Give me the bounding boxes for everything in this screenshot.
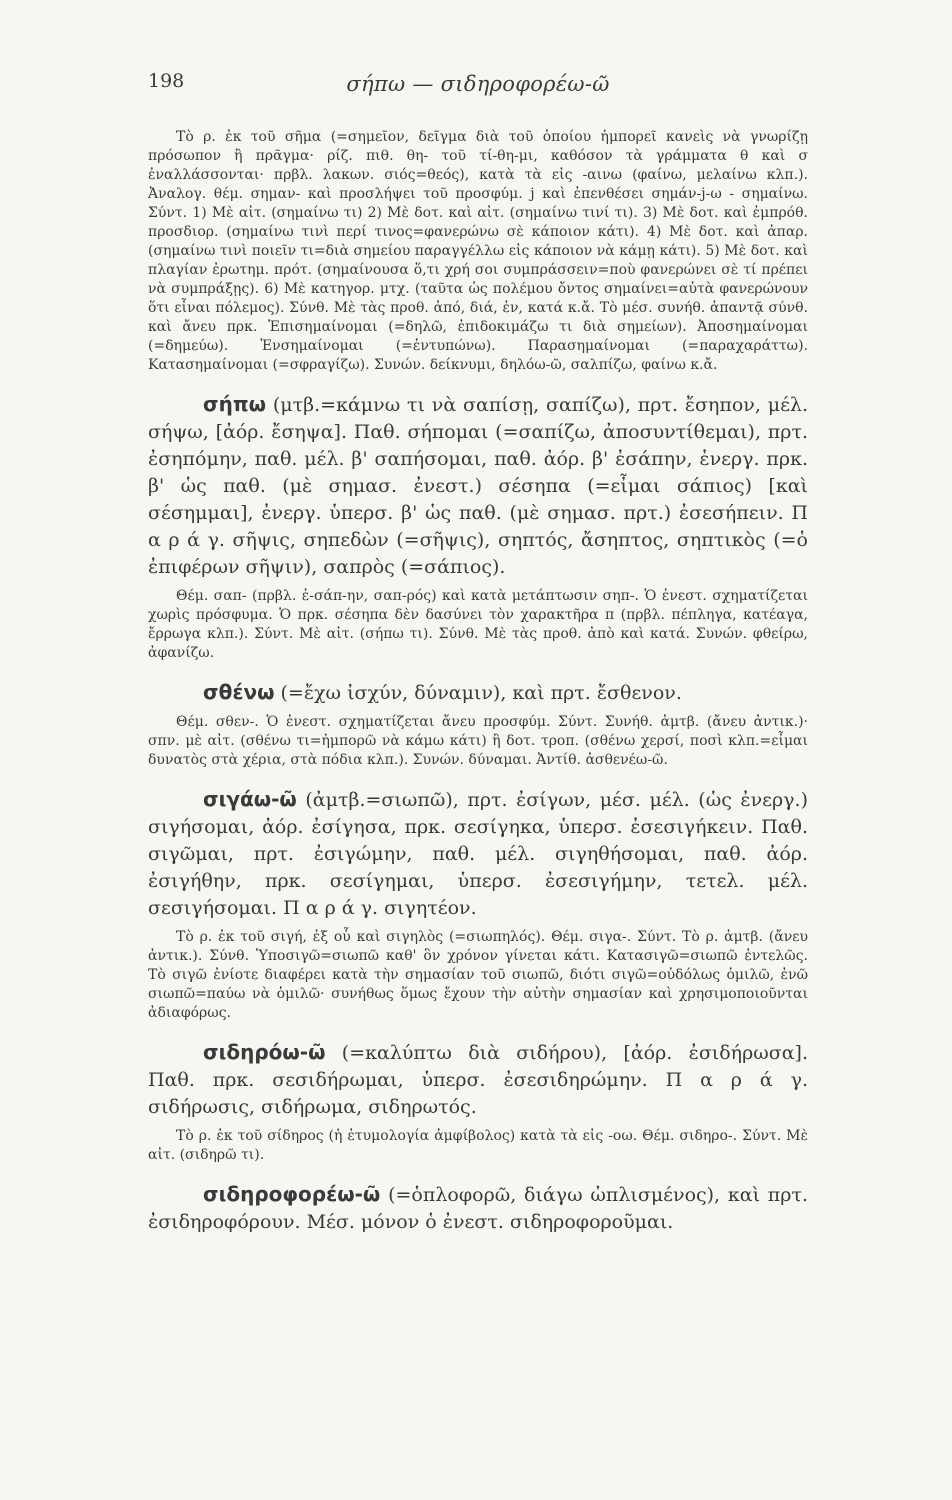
headword: σιδηρόω-ῶ <box>203 1040 326 1064</box>
entry-note: Τὸ ρ. ἐκ τοῦ σίδηρος (ἡ ἐτυμολογία ἀμφίβολος) κατὰ τὰ εἰς -οω. Θέμ. σιδηρο-. Σύντ. Μὲ αἰτ. (σιδηρῶ τι). <box>148 1128 808 1163</box>
entry-sidiroo <box>148 1039 808 1165</box>
headword: σήπω <box>203 392 267 416</box>
entry-sipo <box>148 391 808 663</box>
entry-line <box>148 1181 808 1236</box>
entry-sidiroforeo <box>148 1181 808 1236</box>
intro-paragraph: Τὸ ρ. ἐκ τοῦ σῆμα (=σημεῖον, δεῖγμα διὰ τοῦ ὁποίου ἠμπορεῖ κανεὶς νὰ γνωρίζῃ πρόσωπον ἢ πρᾶγμα· ρίζ. πιθ. θη- τοῦ τί-θη-μι, καθόσον τὰ γράμματα θ καὶ σ ἐναλλάσσονται· πρβλ. λακων. σιός=θεός), κατὰ τὰ εἰς -αινω (φαίνω, μελαίνω κλπ.). Ἀναλογ. θέμ. σημαν- καὶ προσλήψει τοῦ προσφύμ. j καὶ ἐπενθέσει σημάν-j-ω - σημαίνω. Σύντ. 1) Μὲ αἰτ. (σημαίνω τι) 2) Μὲ δοτ. καὶ αἰτ. (σημαίνω τινί τι). 3) Μὲ δοτ. καὶ ἐμπρόθ. προσδιορ. (σημαίνω τινὶ περί τινος=φανερώνω σὲ κάποιον κάτι). 4) Μὲ δοτ. καὶ ἀπαρ. (σημαίνω τινὶ ποιεῖν τι=διὰ σημείου παραγγέλλω εἰς κάποιον νὰ κάμῃ κάτι). 5) Μὲ δοτ. καὶ πλαγίαν ἐρωτημ. πρότ. (σημαίνουσα ὅ,τι χρή σοι συμπράσσειν=ποὺ φανερώνει σὲ τί πρέπει νὰ συμπράξῃς). 6) Μὲ κατηγορ. μτχ. (ταῦτα ὡς πολέμου ὄντος σημαίνει=αὐτὰ φανερώνουν ὅτι εἶναι πόλεμος). Σύνθ. Μὲ τὰς προθ. ἀπό, διά, ἐν, κατά κ.ἄ. Τὸ μέσ. συνήθ. ἁπαντᾷ σύνθ. καὶ ἄνευ πρκ. Ἐπισημαίνομαι (=δηλῶ, ἐπιδοκιμάζω τι διὰ σημείων). Ἀποσημαίνομαι (=δημεύω). Ἐνσημαίνομαι (=ἐντυπώνω). Παρασημαίνομαι (=παραχαράττω). Κατασημαίνομαι (=σφραγίζω). Συνών. δείκνυμι, δηλόω-ῶ, σαλπίζω, φαίνω κ.ἄ. <box>148 129 808 373</box>
page-number: 198 <box>148 70 185 92</box>
entry-definition: (=ὁπλοφορῶ, διάγω ὡπλισμένος), καὶ πρτ. ἐσιδηροφόρουν. Μέσ. μόνον ὁ ἐνεστ. σιδηροφοροῦμαι. <box>148 1184 808 1233</box>
headword: σιδηροφορέω-ῶ <box>203 1182 381 1206</box>
entry-note: Θέμ. σαπ- (πρβλ. ἐ-σάπ-ην, σαπ-ρός) καὶ κατὰ μετάπτωσιν σηπ-. Ὁ ἐνεστ. σχηματίζεται χωρὶς πρόσφυμα. Ὁ πρκ. σέσηπα δὲν δασύνει τὸν χαρακτῆρα π (πρβλ. πέπληγα, κατέαγα, ἔρρωγα κλπ.). Σύντ. Μὲ αἰτ. (σήπω τι). Σύνθ. Μὲ τὰς προθ. ἀπὸ καὶ κατά. Συνών. φθείρω, ἀφανίζω. <box>148 588 808 661</box>
entry-note: Θέμ. σθεν-. Ὁ ἐνεστ. σχηματίζεται ἄνευ προσφύμ. Σύντ. Συνήθ. ἀμτβ. (ἄνευ ἀντικ.)· σπν. μὲ αἰτ. (σθένω τι=ἠμπορῶ νὰ κάμω κάτι) ἢ δοτ. τροπ. (σθένω χερσί, ποσὶ κλπ.=εἶμαι δυνατὸς στὰ χέρια, στὰ πόδια κλπ.). Συνών. δύναμαι. Ἀντίθ. ἀσθενέω-ῶ. <box>148 714 808 768</box>
entry-line <box>148 391 808 581</box>
entry-line <box>148 679 808 707</box>
entry-line <box>148 1039 808 1121</box>
running-head: σήπω — σιδηροφορέω-ῶ <box>346 72 610 96</box>
entry-stheno <box>148 679 808 770</box>
page-header <box>148 70 808 100</box>
headword: σθένω <box>203 680 275 704</box>
headword: σιγάω-ῶ <box>203 787 297 811</box>
entry-definition: (μτβ.=κάμνω τι νὰ σαπίσῃ, σαπίζω), πρτ. ἔσηπον, μέλ. σήψω, [ἀόρ. ἔσηψα]. Παθ. σήπομαι (=σαπίζω, ἀποσυντίθεμαι), πρτ. ἐσηπόμην, παθ. μέλ. β' σαπήσομαι, παθ. ἀόρ. β' ἐσάπην, ἐνεργ. πρκ. β' ὡς παθ. (μὲ σημασ. ἐνεστ.) σέσηπα (=εἶμαι σάπιος) [καὶ σέσημμαι], ἐνεργ. ὑπερσ. β' ὡς παθ. (μὲ σημασ. πρτ.) ἐσεσήπειν. Π α ρ ά γ. σῆψις, σηπεδὼν (=σῆψις), σηπτός, ἄσηπτος, σηπτικὸς (=ὁ ἐπιφέρων σῆψιν), σαπρὸς (=σάπιος). <box>148 394 808 578</box>
entry-definition: (ἀμτβ.=σιωπῶ), πρτ. ἐσίγων, μέσ. μέλ. (ὡς ἐνεργ.) σιγήσομαι, ἀόρ. ἐσίγησα, πρκ. σεσίγηκα, ὑπερσ. ἐσεσιγήκειν. Παθ. σιγῶμαι, πρτ. ἐσιγώμην, παθ. μέλ. σιγηθήσομαι, παθ. ἀόρ. ἐσιγήθην, πρκ. σεσίγημαι, ὑπερσ. ἐσεσιγήμην, τετελ. μέλ. σεσιγήσομαι. Π α ρ ά γ. σιγητέον. <box>148 789 808 919</box>
entry-definition: (=ἔχω ἰσχύν, δύναμιν), καὶ πρτ. ἔσθενον. <box>280 682 682 704</box>
entry-line <box>148 786 808 922</box>
entry-note: Τὸ ρ. ἐκ τοῦ σιγή, ἐξ οὗ καὶ σιγηλὸς (=σιωπηλός). Θέμ. σιγα-. Σύντ. Τὸ ρ. ἀμτβ. (ἄνευ ἀντικ.). Σύνθ. Ὑποσιγῶ=σιωπῶ καθ' ὃν χρόνον γίνεται κάτι. Κατασιγῶ=σιωπῶ ἐντελῶς. Τὸ σιγῶ ἐνίοτε διαφέρει κατὰ τὴν σημασίαν τοῦ σιωπῶ, διότι σιγῶ=οὐδόλως ὁμιλῶ, ἐνῶ σιωπῶ=παύω νὰ ὁμιλῶ· συνήθως ὅμως ἔχουν τὴν αὐτὴν σημασίαν καὶ χρησιμοποιοῦνται ἀδιαφόρως. <box>148 929 808 1021</box>
entry-definition: (=καλύπτω διὰ σιδήρου), [ἀόρ. ἐσιδήρωσα]. Παθ. πρκ. σεσιδήρωμαι, ὑπερσ. ἐσεσιδηρώμην. Π α ρ ά γ. σιδήρωσις, σιδήρωμα, σιδηρωτός. <box>148 1042 808 1118</box>
page-content <box>148 128 808 1236</box>
entry-sigao <box>148 786 808 1023</box>
